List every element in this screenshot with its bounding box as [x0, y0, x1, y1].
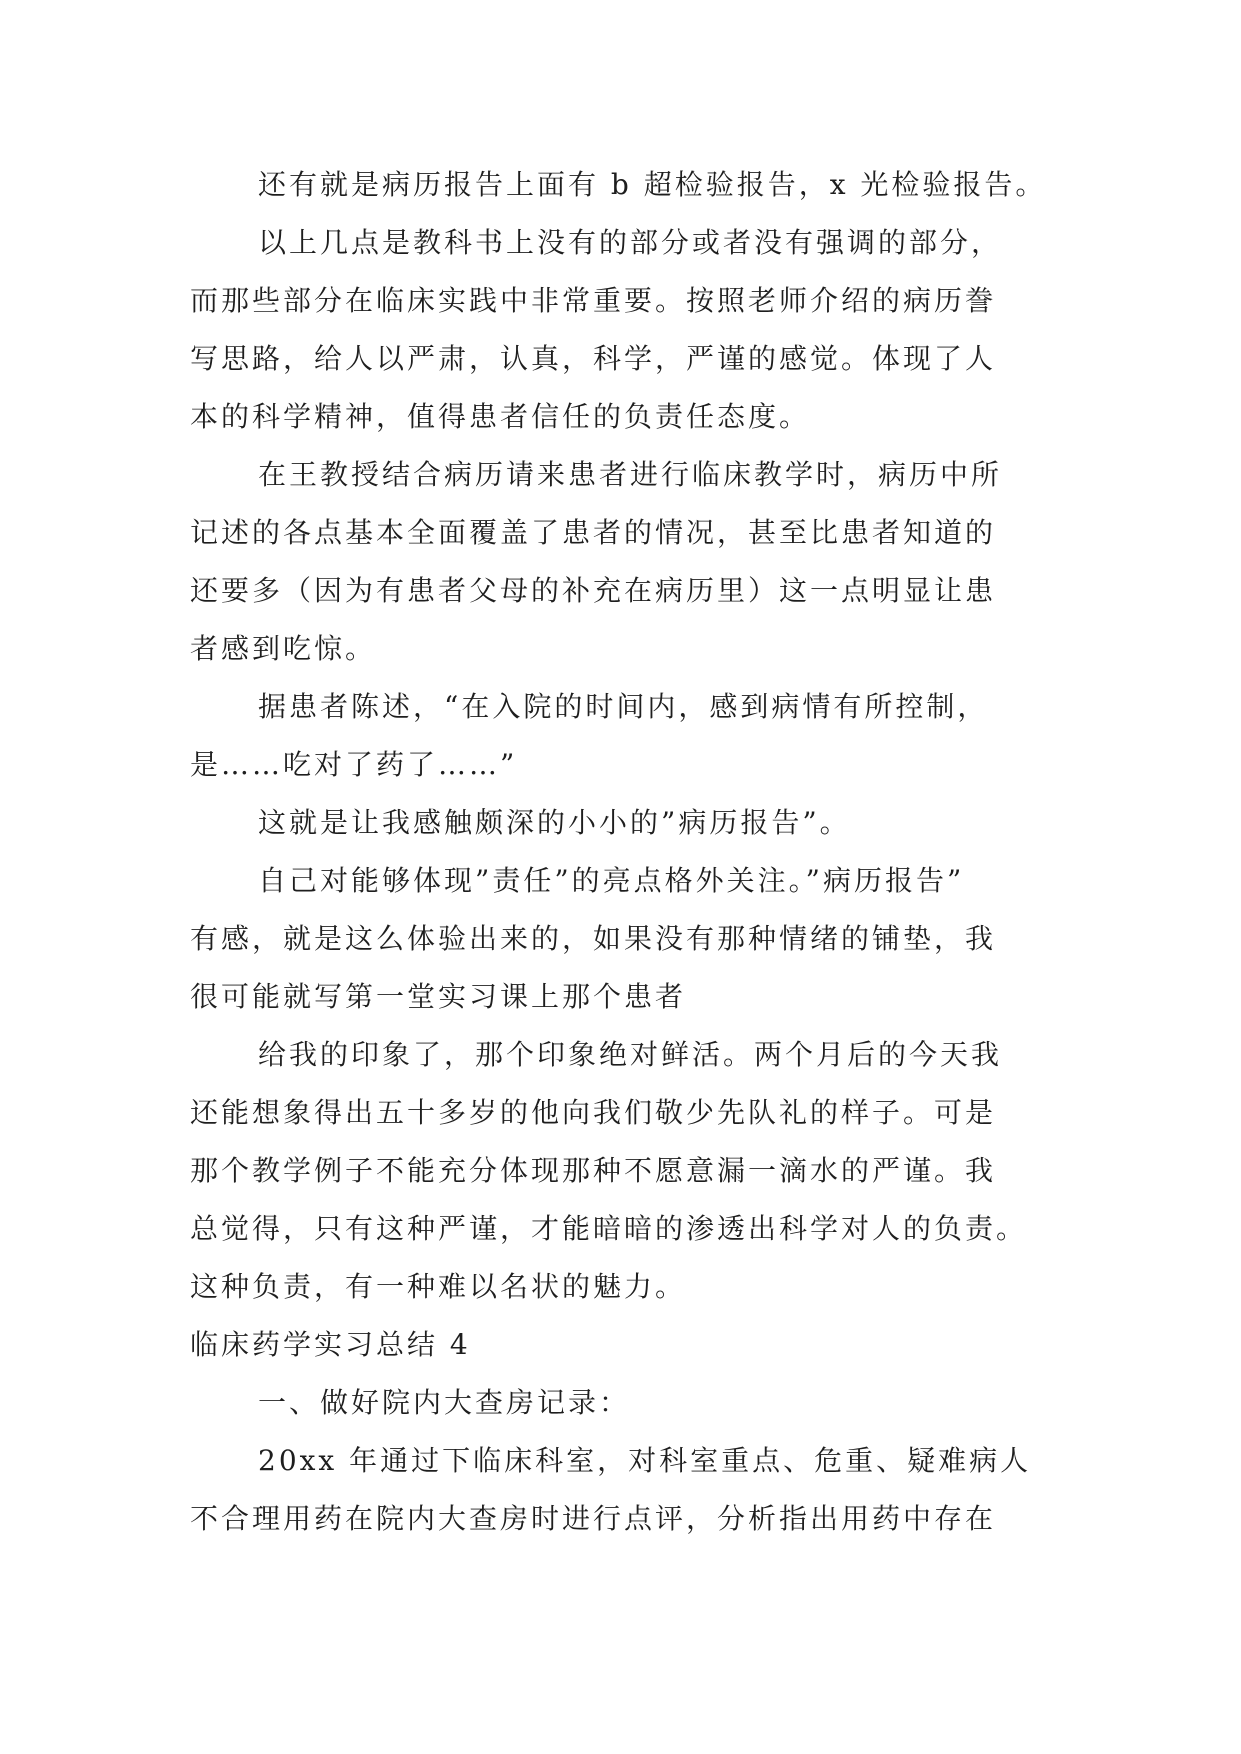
text-line: 自己对能够体现”责任”的亮点格外关注。”病历报告”	[258, 864, 965, 897]
text-line: 很可能就写第一堂实习课上那个患者	[190, 980, 687, 1013]
text-line: 这种负责，有一种难以名状的魅力。	[190, 1270, 687, 1303]
text-line: 在王教授结合病历请来患者进行临床教学时，病历中所	[258, 458, 1003, 491]
text-line: 一、做好院内大查房记录：	[258, 1386, 631, 1419]
text-line: 记述的各点基本全面覆盖了患者的情况，甚至比患者知道的	[190, 516, 997, 549]
text-line: 那个教学例子不能充分体现那种不愿意漏一滴水的严谨。我	[190, 1154, 997, 1187]
text-line: 还有就是病历报告上面有 b 超检验报告，x 光检验报告。	[258, 168, 1047, 201]
text-line: 写思路，给人以严肃，认真，科学，严谨的感觉。体现了人	[190, 342, 997, 375]
text-line: 20xx 年通过下临床科室，对科室重点、危重、疑难病人	[258, 1444, 1032, 1477]
text-line: 有感，就是这么体验出来的，如果没有那种情绪的铺垫，我	[190, 922, 997, 955]
text-line: 本的科学精神，值得患者信任的负责任态度。	[190, 400, 811, 433]
text-line: 这就是让我感触颇深的小小的”病历报告”。	[258, 806, 851, 839]
text-line: 以上几点是教科书上没有的部分或者没有强调的部分，	[258, 226, 1003, 259]
text-line: 总觉得，只有这种严谨，才能暗暗的渗透出科学对人的负责。	[190, 1212, 1028, 1245]
text-line: 不合理用药在院内大查房时进行点评，分析指出用药中存在	[190, 1502, 997, 1535]
text-line: 给我的印象了，那个印象绝对鲜活。两个月后的今天我	[258, 1038, 1003, 1071]
text-line: 是……吃对了药了……”	[190, 748, 518, 781]
text-line: 还要多（因为有患者父母的补充在病历里）这一点明显让患	[190, 574, 997, 607]
text-line: 还能想象得出五十多岁的他向我们敬少先队礼的样子。可是	[190, 1096, 997, 1129]
text-line: 而那些部分在临床实践中非常重要。按照老师介绍的病历誊	[190, 284, 997, 317]
text-line: 据患者陈述，“在入院的时间内，感到病情有所控制，	[258, 690, 989, 723]
section-heading: 临床药学实习总结 4	[190, 1328, 471, 1361]
text-line: 者感到吃惊。	[190, 632, 377, 665]
